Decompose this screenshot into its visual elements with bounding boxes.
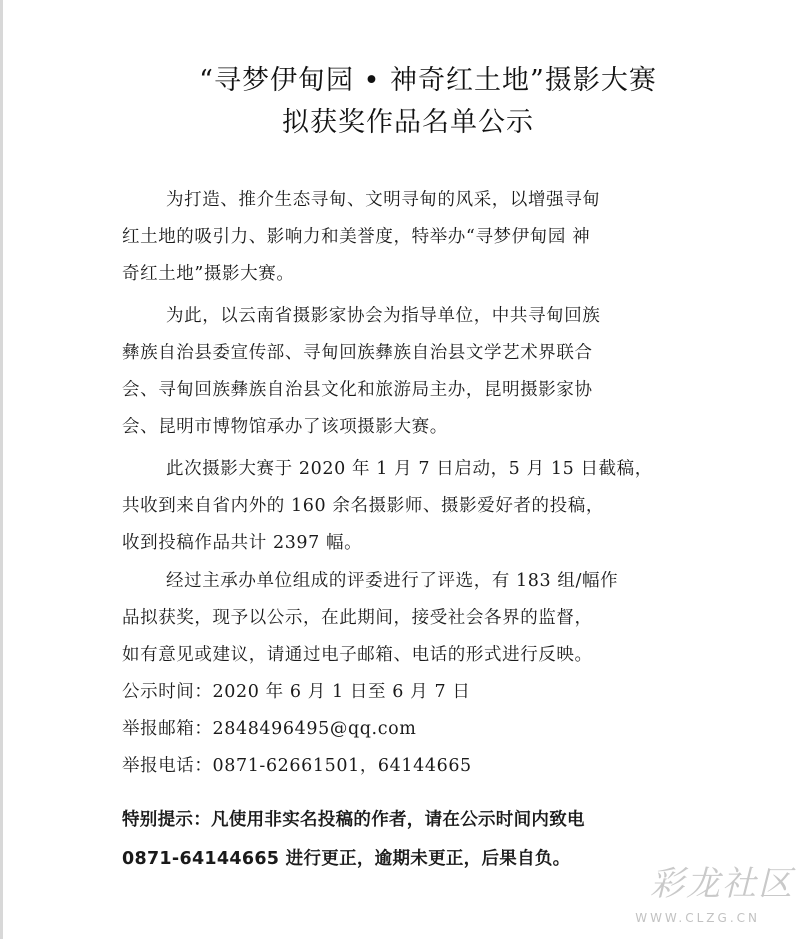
page-edge — [0, 0, 3, 939]
report-email: 举报邮箱：2848496495@qq.com — [122, 719, 417, 739]
paragraph-line: 收到投稿作品共计 2397 幅。 — [122, 533, 363, 553]
paragraph-line: 红土地的吸引力、影响力和美誉度，特举办“寻梦伊甸园 神 — [122, 227, 591, 247]
paragraph-line: 如有意见或建议，请通过电子邮箱、电话的形式进行反映。 — [122, 645, 593, 665]
paragraph-line: 为打造、推介生态寻甸、文明寻甸的风采，以增强寻甸 — [166, 190, 601, 210]
paragraph-line: 奇红土地”摄影大赛。 — [122, 264, 295, 284]
paragraph-line: 会、昆明市博物馆承办了该项摄影大赛。 — [122, 417, 448, 437]
paragraph-line: 彝族自治县委宣传部、寻甸回族彝族自治县文学艺术界联合 — [122, 343, 593, 363]
site-watermark: 彩龙社区 — [650, 864, 794, 904]
report-phone: 举报电话：0871-62661501，64144665 — [122, 756, 472, 776]
site-watermark-url: WWW.CLZG.CN — [635, 911, 760, 925]
document-title-line1: “寻梦伊甸园 • 神奇红土地”摄影大赛 — [199, 65, 657, 96]
paragraph-line: 共收到来自省内外的 160 余名摄影师、摄影爱好者的投稿， — [122, 496, 604, 516]
paragraph-line: 为此，以云南省摄影家协会为指导单位，中共寻甸回族 — [166, 306, 601, 326]
paragraph-line: 会、寻甸回族彝族自治县文化和旅游局主办，昆明摄影家协 — [122, 380, 593, 400]
paragraph-line: 品拟获奖，现予以公示，在此期间，接受社会各界的监督， — [122, 608, 593, 628]
notice-line: 特别提示：凡使用非实名投稿的作者，请在公示时间内致电 — [122, 810, 585, 830]
document-title-line2: 拟获奖作品名单公示 — [282, 107, 534, 138]
notice-line: 0871-64144665 进行更正，逾期未更正，后果自负。 — [122, 849, 571, 869]
announcement-period: 公示时间：2020 年 6 月 1 日至 6 月 7 日 — [122, 682, 471, 702]
paragraph-line: 此次摄影大赛于 2020 年 1 月 7 日启动，5 月 15 日截稿， — [166, 459, 653, 479]
paragraph-line: 经过主承办单位组成的评委进行了评选，有 183 组/幅作 — [166, 571, 619, 591]
